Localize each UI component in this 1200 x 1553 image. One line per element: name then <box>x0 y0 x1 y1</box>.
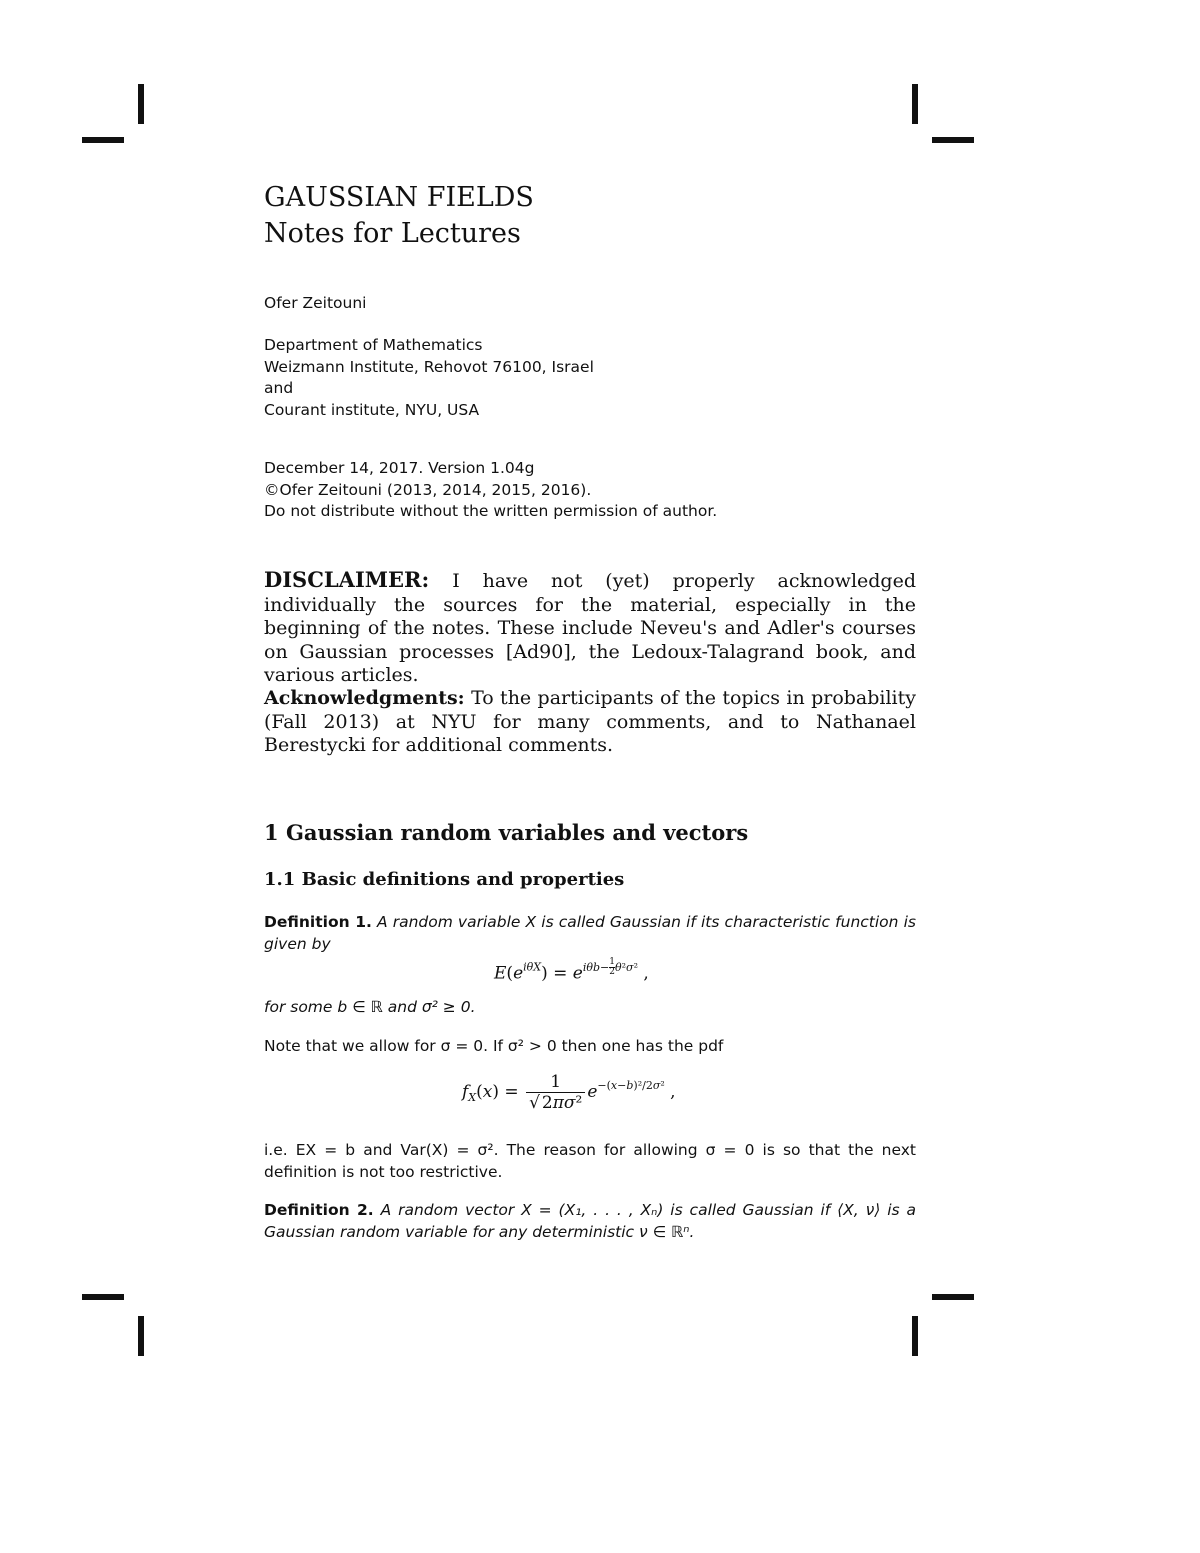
affiliation-line: Weizmann Institute, Rehovot 76100, Israel <box>264 357 594 376</box>
affiliation-block <box>264 335 916 421</box>
section-heading <box>264 820 748 845</box>
disclaimer-label: DISCLAIMER: <box>264 567 430 592</box>
crop-mark-top-right-horizontal <box>932 137 974 143</box>
copyright-line: ©Ofer Zeitouni (2013, 2014, 2015, 2016). <box>264 480 592 499</box>
affiliation-line: and <box>264 379 294 397</box>
distribution-notice: Do not distribute without the written permission of author. <box>264 502 718 520</box>
definition-2 <box>264 1200 916 1243</box>
subsection-number: 1.1 <box>264 869 296 890</box>
acknowledgments-paragraph <box>264 687 916 758</box>
crop-mark-top-left-vertical <box>138 84 144 124</box>
crop-mark-top-right-vertical <box>912 84 918 124</box>
author-name: Ofer Zeitouni <box>264 294 367 312</box>
section-title: Gaussian random variables and vectors <box>285 820 749 845</box>
definition-1 <box>264 912 916 955</box>
crop-mark-bottom-right-vertical <box>912 1316 918 1356</box>
definition-1-label: Definition 1. <box>264 913 372 931</box>
acknowledgments-text: To the participants of the topics in probability (Fall 2013) at NYU for many comments, and to Nathanael Berestycki for additional comments. <box>264 687 917 756</box>
document-subtitle: Notes for Lectures <box>264 218 521 249</box>
definition-2-text: A random vector X = (X₁, . . . , Xₙ) is called Gaussian if ⟨X, ν⟩ is a Gaussian random variable for any deterministic ν ∈ ℝⁿ. <box>264 1201 916 1241</box>
subsection-title: Basic definitions and properties <box>301 869 625 890</box>
crop-mark-bottom-left-horizontal <box>82 1294 124 1300</box>
equation-characteristic-function: $E(e^{i\theta X}) = e^{i\theta b- \frac{1}{2}\theta^2\sigma^2}$ , <box>494 957 649 984</box>
section-number: 1 <box>264 820 279 845</box>
version-block <box>264 458 916 523</box>
version-date: December 14, 2017. Version 1.04g <box>264 459 535 477</box>
affiliation-line: Courant institute, NYU, USA <box>264 400 480 419</box>
subsection-heading <box>264 869 624 890</box>
definition-1-text: A random variable X is called Gaussian if its characteristic function is given by <box>264 913 916 953</box>
acknowledgments-label: Acknowledgments: <box>264 687 465 709</box>
crop-mark-bottom-left-vertical <box>138 1316 144 1356</box>
definition-2-label: Definition 2. <box>264 1201 374 1219</box>
definition-1-condition: for some b ∈ ℝ and σ² ≥ 0. <box>264 998 476 1016</box>
crop-mark-bottom-right-horizontal <box>932 1294 974 1300</box>
document-title: GAUSSIAN FIELDS <box>264 182 534 213</box>
note-continuation: i.e. EX = b and Var(X) = σ². The reason for allowing σ = 0 is so that the next definition is not too restrictive. <box>264 1141 916 1181</box>
note-text: Note that we allow for σ = 0. If σ² > 0 then one has the pdf <box>264 1037 724 1055</box>
disclaimer-paragraph <box>264 568 916 688</box>
crop-mark-top-left-horizontal <box>82 137 124 143</box>
equation-pdf: $f_X(x)$ = $\frac{1}{\text{√ 2πσ²}}$ $e^{-(x-b)^2/2\sigma^2}$ , <box>462 1072 676 1113</box>
affiliation-line: Department of Mathematics <box>264 336 483 354</box>
disclaimer-text: I have not (yet) properly acknowledged individually the sources for the material, especially in the beginning of the notes. These include Neveu's and Adler's courses on Gaussian processes [Ad90], the Ledoux-Talagrand book, and various articles. <box>264 570 917 686</box>
